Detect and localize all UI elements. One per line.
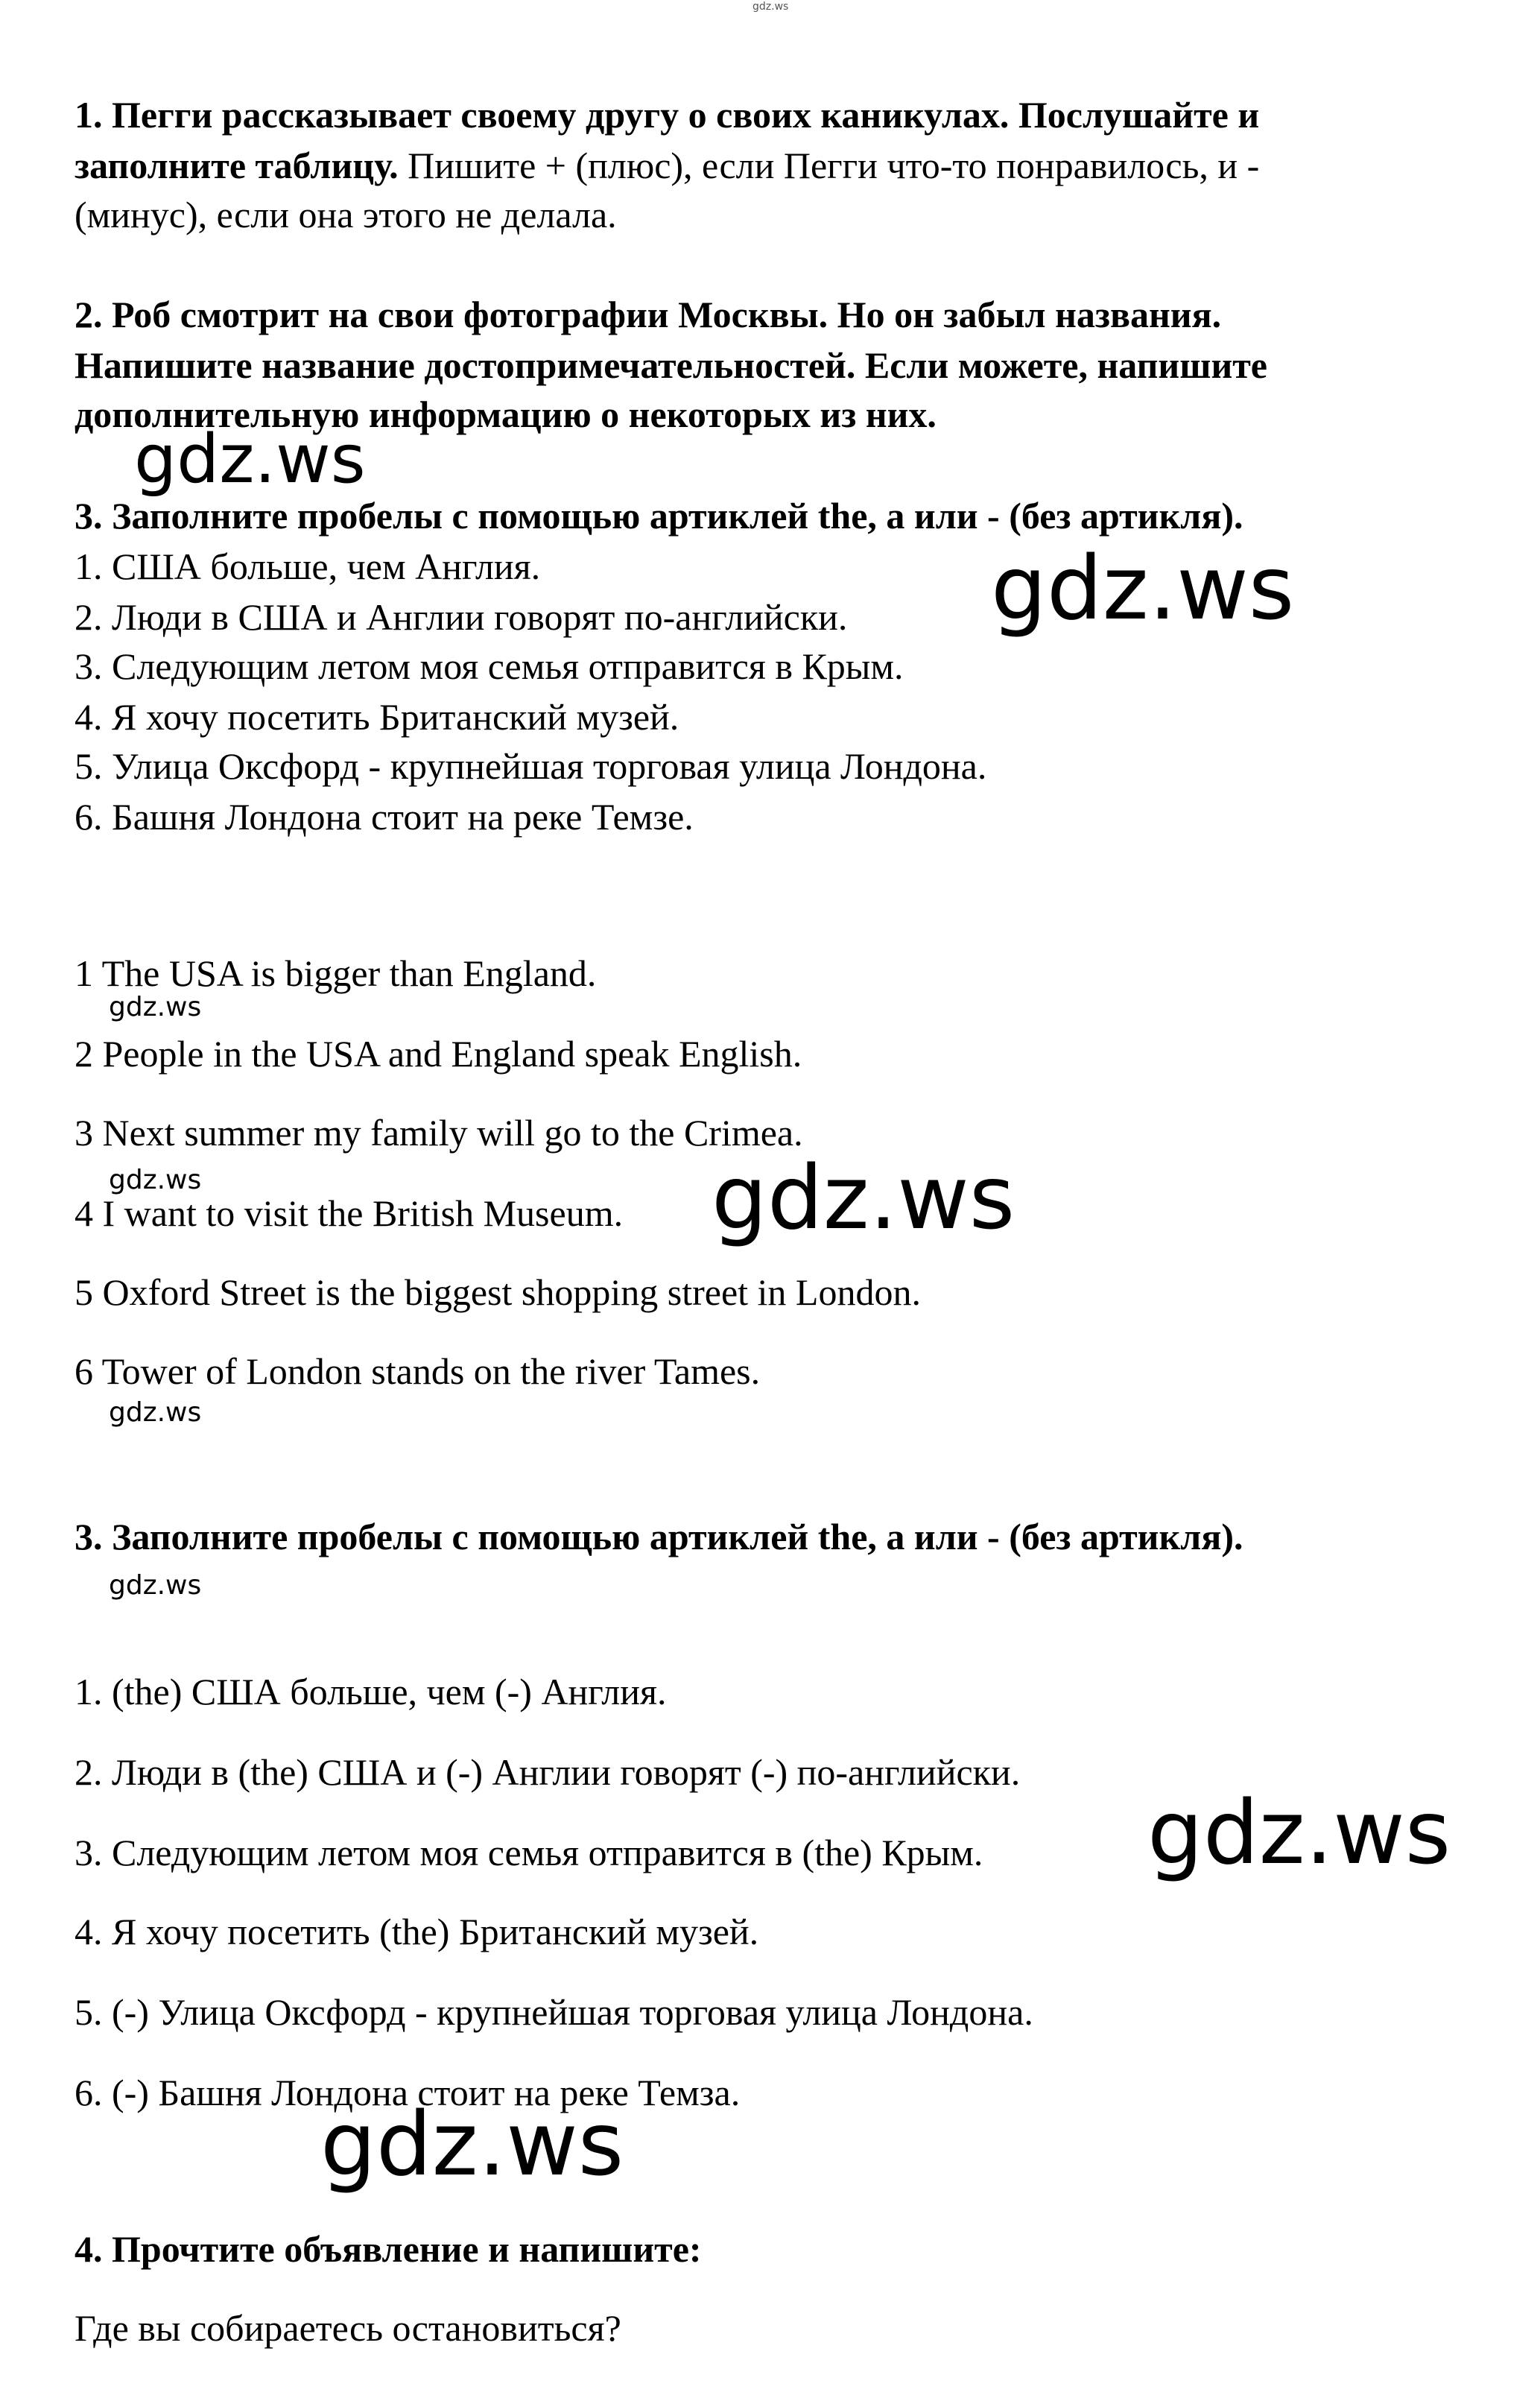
task4-question: Где вы собираетесь остановиться? (75, 2307, 621, 2349)
watermark: gdz.ws (991, 537, 1295, 639)
task3-answers-heading: 3. Заполните пробелы с помощью артиклей the, а или - (без артикля). (75, 1516, 1243, 1557)
task3-answer-6: 6. (-) Башня Лондона стоит на реке Темза. (75, 2072, 741, 2113)
watermark: gdz.ws (320, 2093, 624, 2195)
task3-item-5: 5. Улица Оксфорд - крупнейшая торговая улица Лондона. (75, 745, 987, 787)
watermark: gdz.ws (109, 1570, 202, 1601)
task2-line2: Напишите название достопримечательностей. Если можете, напишите (75, 344, 1268, 386)
task3-item-3: 3. Следующим летом моя семья отправится в Крым. (75, 645, 904, 687)
task3-answer-3: 3. Следующим летом моя семья отправится в (the) Крым. (75, 1832, 983, 1873)
task1-line2-rest: Пишите + (плюс), если Пегги что-то понравилось, и - (398, 145, 1260, 186)
task3-heading: 3. Заполните пробелы с помощью артиклей the, а или - (без артикля). (75, 495, 1243, 537)
watermark: gdz.ws (109, 992, 202, 1022)
watermark: gdz.ws (109, 1397, 202, 1428)
task3-item-4: 4. Я хочу посетить Британский музей. (75, 696, 679, 738)
task3-item-6: 6. Башня Лондона стоит на реке Темзе. (75, 796, 694, 838)
watermark: gdz.ws (134, 420, 366, 499)
task3-answer-5: 5. (-) Улица Оксфорд - крупнейшая торговая улица Лондона. (75, 1991, 1033, 2033)
answer-en-6: 6 Tower of London stands on the river Tames. (75, 1350, 761, 1392)
answer-en-1: 1 The USA is bigger than England. (75, 952, 597, 994)
task3-answer-2: 2. Люди в (the) США и (-) Англии говорят (-) по-английски. (75, 1751, 1021, 1793)
watermark: gdz.ws (109, 1165, 202, 1195)
task3-answer-1: 1. (the) США больше, чем (-) Англия. (75, 1671, 667, 1712)
answer-en-2: 2 People in the USA and England speak English. (75, 1033, 802, 1075)
task1-line2-bold: заполните таблицу. (75, 145, 399, 186)
task2-line3: дополнительную информацию о некоторых из них. (75, 393, 937, 435)
task3-answer-4: 4. Я хочу посетить (the) Британский музей. (75, 1911, 759, 1952)
answer-en-3: 3 Next summer my family will go to the Crimea. (75, 1112, 803, 1154)
task1-line2 (75, 140, 1259, 191)
task2-line1: 2. Роб смотрит на свои фотографии Москвы. Но он забыл названия. (75, 294, 1222, 335)
answer-en-4: 4 I want to visit the British Museum. (75, 1192, 624, 1234)
task1-line1: 1. Пегги рассказывает своему другу о своих каникулах. Послушайте и (75, 94, 1260, 136)
task3-item-1: 1. США больше, чем Англия. (75, 545, 541, 587)
task1-line3: (минус), если она этого не делала. (75, 194, 617, 235)
site-mark: gdz.ws (752, 1, 789, 13)
watermark: gdz.ws (1147, 1781, 1451, 1884)
watermark: gdz.ws (712, 1146, 1015, 1249)
task4-heading: 4. Прочтите объявление и напишите: (75, 2228, 702, 2270)
task3-item-2: 2. Люди в США и Англии говорят по-английски. (75, 596, 848, 638)
answer-en-5: 5 Oxford Street is the biggest shopping street in London. (75, 1271, 921, 1313)
